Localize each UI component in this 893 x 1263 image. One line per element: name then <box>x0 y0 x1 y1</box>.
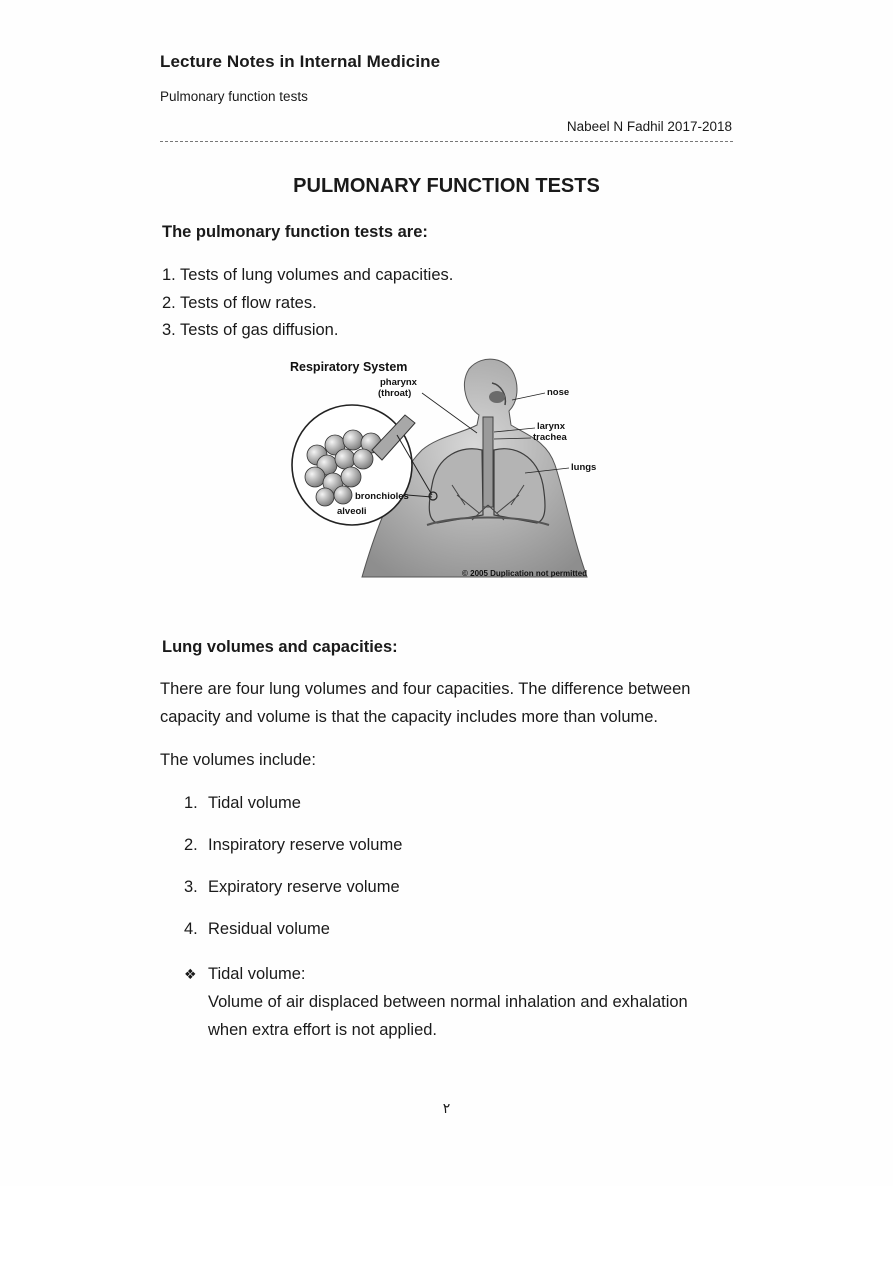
page-number: ٢ <box>442 1100 451 1116</box>
trachea-shape <box>483 417 493 507</box>
tidal-volume-definition <box>184 960 744 1044</box>
label-trachea: trachea <box>533 432 567 443</box>
list-item <box>184 834 402 876</box>
list-item: 3. Tests of gas diffusion. <box>162 321 339 339</box>
intro-heading: The pulmonary function tests are: <box>162 223 428 241</box>
list-item: 1. Tests of lung volumes and capacities. <box>162 266 454 284</box>
header-title: Lecture Notes in Internal Medicine <box>160 52 441 71</box>
header-subtitle: Pulmonary function tests <box>160 89 308 104</box>
list-item <box>184 918 402 960</box>
definition-line: Volume of air displaced between normal inhalation and exhalation <box>208 993 688 1011</box>
header-author: Nabeel N Fadhil 2017-2018 <box>566 119 732 134</box>
figure-copyright: © 2005 Duplication not permitted <box>462 569 588 578</box>
diamond-bullet-icon: ❖ <box>184 966 197 982</box>
volumes-list <box>184 792 402 960</box>
label-throat: (throat) <box>378 388 412 399</box>
list-number: 3. <box>184 878 198 896</box>
volumes-intro: The volumes include: <box>160 751 316 769</box>
list-number: 4. <box>184 920 198 938</box>
list-label: Tidal volume <box>208 794 301 812</box>
tests-list <box>162 264 453 347</box>
respiratory-system-figure <box>287 355 617 580</box>
list-label: Inspiratory reserve volume <box>208 836 403 854</box>
page-title: PULMONARY FUNCTION TESTS <box>293 175 600 197</box>
header-divider <box>160 141 733 142</box>
scan-margin <box>0 1186 893 1263</box>
list-label: Residual volume <box>208 920 330 938</box>
paragraph-line: There are four lung volumes and four capacities. The difference between <box>160 680 691 698</box>
list-label: Expiratory reserve volume <box>208 878 400 896</box>
list-item <box>184 876 402 918</box>
lung-section-paragraph <box>160 675 760 731</box>
label-pharynx: pharynx <box>380 377 417 388</box>
label-nose: nose <box>547 387 570 398</box>
list-number: 2. <box>184 836 198 854</box>
list-item: 2. Tests of flow rates. <box>162 293 317 312</box>
definition-line: when extra effort is not applied. <box>208 1021 438 1039</box>
label-bronchioles: bronchioles <box>355 491 409 502</box>
paragraph-line: capacity and volume is that the capacity includes more than volume. <box>160 708 659 726</box>
list-number: 1. <box>184 794 198 812</box>
label-larynx: larynx <box>537 421 565 432</box>
list-item <box>184 792 402 834</box>
figure-title: Respiratory System <box>290 360 408 374</box>
label-alveoli: alveoli <box>337 506 367 517</box>
definition-term: Tidal volume: <box>208 965 306 983</box>
lung-section-heading: Lung volumes and capacities: <box>162 638 398 656</box>
label-lungs: lungs <box>571 462 597 473</box>
definition-term-row <box>184 960 744 988</box>
